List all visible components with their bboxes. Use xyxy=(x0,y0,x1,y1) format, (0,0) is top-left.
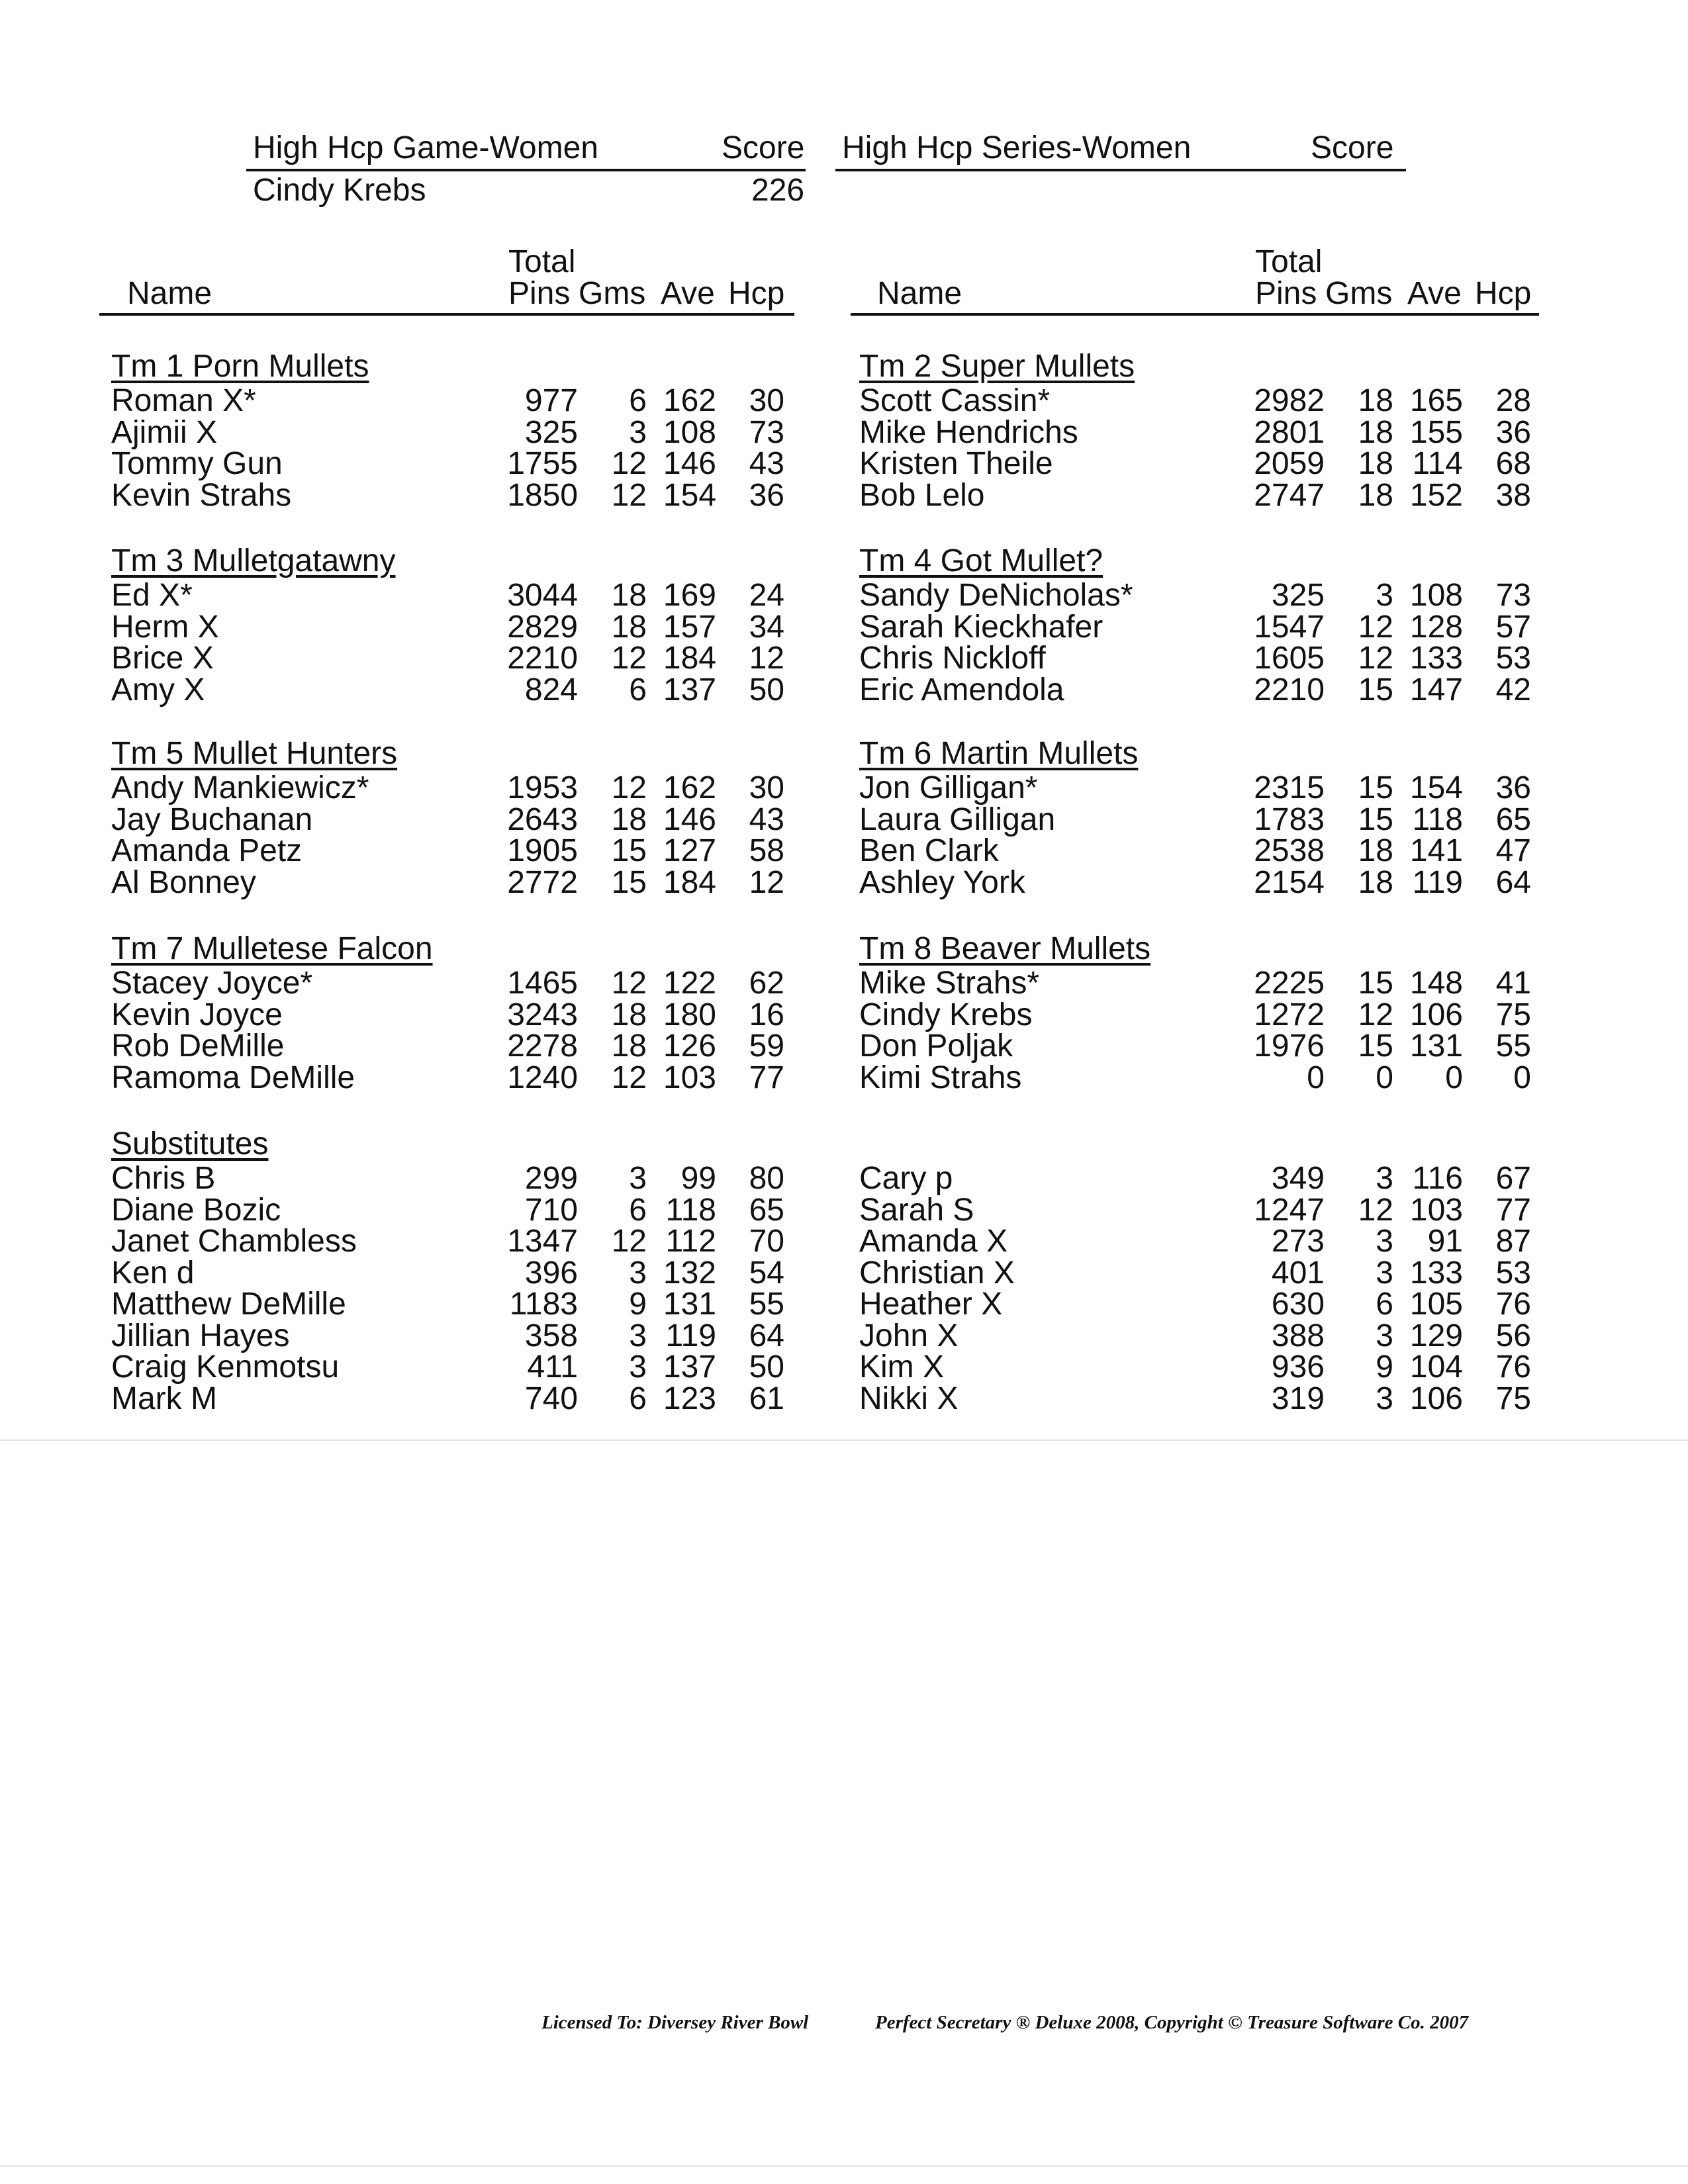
player-row xyxy=(0,643,1688,674)
player-name: Amanda X xyxy=(859,1224,1008,1259)
player-row xyxy=(0,1192,1688,1228)
right-gms-header: Gms xyxy=(1325,276,1393,311)
player-pins: 299 xyxy=(524,1161,578,1196)
player-handicap: 68 xyxy=(1495,446,1531,481)
player-average: 147 xyxy=(1409,672,1463,707)
player-pins: 1183 xyxy=(509,1287,578,1322)
player-pins: 977 xyxy=(524,383,578,418)
player-name: Heather X xyxy=(859,1287,1003,1322)
player-average: 132 xyxy=(663,1255,716,1291)
player-name: Ben Clark xyxy=(859,833,999,868)
player-pins: 2210 xyxy=(507,641,578,676)
player-name: Ken d xyxy=(111,1255,195,1291)
player-row xyxy=(0,999,1688,1031)
player-row xyxy=(0,1062,1688,1094)
player-pins: 325 xyxy=(1271,578,1325,613)
team-title: Tm 7 Mulletese Falcon xyxy=(111,931,433,966)
player-handicap: 57 xyxy=(1495,609,1531,645)
player-games: 12 xyxy=(1358,997,1393,1032)
player-games: 3 xyxy=(1376,1161,1393,1196)
player-games: 15 xyxy=(1358,672,1393,707)
player-average: 155 xyxy=(1409,414,1463,450)
player-handicap: 73 xyxy=(749,414,784,450)
player-handicap: 30 xyxy=(749,770,784,805)
player-handicap: 41 xyxy=(1495,966,1531,1001)
scan-artifact xyxy=(0,1439,1688,1441)
player-handicap: 65 xyxy=(1495,801,1531,837)
player-row xyxy=(0,674,1688,706)
player-average: 106 xyxy=(1409,1381,1463,1416)
player-games: 15 xyxy=(1358,801,1393,837)
player-average: 118 xyxy=(665,1192,716,1228)
right-ave-header: Ave xyxy=(1407,276,1462,311)
player-name: Andy Mankiewicz* xyxy=(111,770,369,805)
player-handicap: 53 xyxy=(1495,641,1531,676)
player-name: Craig Kenmotsu xyxy=(111,1349,340,1385)
player-name: Ajimii X xyxy=(111,414,218,450)
player-name: Christian X xyxy=(859,1255,1015,1291)
player-games: 18 xyxy=(1358,477,1393,513)
player-handicap: 80 xyxy=(749,1161,784,1196)
player-row xyxy=(0,1163,1688,1195)
player-handicap: 16 xyxy=(749,997,784,1032)
player-handicap: 43 xyxy=(749,801,784,837)
player-name: Chris Nickloff xyxy=(859,641,1046,676)
player-average: 131 xyxy=(1409,1028,1463,1064)
player-handicap: 75 xyxy=(1495,1381,1531,1416)
right-name-header: Name xyxy=(877,276,962,311)
player-games: 3 xyxy=(1376,1224,1393,1259)
player-pins: 411 xyxy=(527,1349,578,1385)
player-handicap: 77 xyxy=(749,1060,784,1095)
player-pins: 936 xyxy=(1271,1349,1325,1385)
player-average: 106 xyxy=(1409,997,1463,1032)
player-handicap: 42 xyxy=(1495,672,1531,707)
player-average: 137 xyxy=(663,672,716,707)
player-games: 18 xyxy=(1358,833,1393,868)
player-name: Kristen Theile xyxy=(859,446,1053,481)
player-name: Matthew DeMille xyxy=(111,1287,346,1322)
left-header-rule xyxy=(99,313,794,316)
player-name: Amy X xyxy=(111,672,205,707)
player-handicap: 67 xyxy=(1495,1161,1531,1196)
player-average: 141 xyxy=(1409,833,1463,868)
player-games: 3 xyxy=(629,1161,647,1196)
player-games: 12 xyxy=(611,1060,647,1095)
player-handicap: 55 xyxy=(1495,1028,1531,1064)
player-handicap: 30 xyxy=(749,383,784,418)
player-name: Mike Hendrichs xyxy=(859,414,1078,450)
player-handicap: 12 xyxy=(749,641,784,676)
player-name: Amanda Petz xyxy=(111,833,303,868)
player-name: Tommy Gun xyxy=(111,446,283,481)
player-name: Diane Bozic xyxy=(111,1192,281,1228)
player-pins: 740 xyxy=(524,1381,578,1416)
player-average: 184 xyxy=(663,641,716,676)
player-games: 6 xyxy=(629,383,647,418)
player-name: Bob Lelo xyxy=(859,477,985,513)
player-name: Don Poljak xyxy=(859,1028,1013,1064)
player-name: Cindy Krebs xyxy=(859,997,1033,1032)
player-average: 154 xyxy=(1409,770,1463,805)
player-name: Cary p xyxy=(859,1161,953,1196)
team-title: Tm 5 Mullet Hunters xyxy=(111,736,398,771)
player-handicap: 36 xyxy=(1495,770,1531,805)
player-pins: 3044 xyxy=(507,578,578,613)
high-game-winner: Cindy Krebs xyxy=(253,173,426,208)
player-pins: 401 xyxy=(1271,1255,1325,1291)
player-handicap: 0 xyxy=(1513,1060,1531,1095)
player-games: 18 xyxy=(611,1028,647,1064)
player-name: Sandy DeNicholas* xyxy=(859,578,1133,613)
player-games: 18 xyxy=(1358,414,1393,450)
player-average: 119 xyxy=(1412,864,1463,900)
player-handicap: 76 xyxy=(1495,1287,1531,1322)
player-games: 3 xyxy=(1376,1381,1393,1416)
player-games: 6 xyxy=(1376,1287,1393,1322)
left-pins-header: Pins xyxy=(508,276,571,311)
player-games: 12 xyxy=(1358,609,1393,645)
player-average: 118 xyxy=(1412,801,1463,837)
player-handicap: 73 xyxy=(1495,578,1531,613)
player-row xyxy=(0,968,1688,999)
player-average: 91 xyxy=(1427,1224,1463,1259)
high-game-score: 226 xyxy=(751,173,805,208)
player-name: Jon Gilligan* xyxy=(859,770,1038,805)
player-average: 122 xyxy=(663,966,716,1001)
player-games: 12 xyxy=(611,770,647,805)
player-pins: 1465 xyxy=(507,966,578,1001)
player-handicap: 56 xyxy=(1495,1318,1531,1353)
player-row xyxy=(0,414,1688,450)
player-pins: 2210 xyxy=(1254,672,1325,707)
player-average: 157 xyxy=(663,609,716,645)
player-row xyxy=(0,1383,1688,1415)
player-games: 3 xyxy=(1376,1318,1393,1353)
player-games: 12 xyxy=(611,966,647,1001)
player-row xyxy=(0,580,1688,612)
high-series-title: High Hcp Series-Women xyxy=(842,130,1192,165)
player-pins: 1272 xyxy=(1254,997,1325,1032)
player-pins: 1783 xyxy=(1254,801,1325,837)
player-pins: 2154 xyxy=(1254,864,1325,900)
team-title: Tm 6 Martin Mullets xyxy=(859,736,1139,771)
player-average: 0 xyxy=(1445,1060,1463,1095)
player-pins: 2829 xyxy=(507,609,578,645)
left-ave-header: Ave xyxy=(661,276,715,311)
player-row xyxy=(0,1289,1688,1320)
right-header-rule xyxy=(851,313,1539,316)
player-name: Laura Gilligan xyxy=(859,801,1056,837)
player-handicap: 62 xyxy=(749,966,784,1001)
player-pins: 1953 xyxy=(507,770,578,805)
player-games: 18 xyxy=(611,578,647,613)
player-games: 18 xyxy=(1358,446,1393,481)
player-games: 15 xyxy=(611,864,647,900)
player-pins: 2982 xyxy=(1254,383,1325,418)
player-games: 3 xyxy=(629,414,647,450)
player-handicap: 50 xyxy=(749,672,784,707)
player-handicap: 38 xyxy=(1495,477,1531,513)
player-games: 18 xyxy=(611,609,647,645)
player-row xyxy=(0,835,1688,867)
player-games: 18 xyxy=(1358,864,1393,900)
player-games: 6 xyxy=(629,1381,647,1416)
player-name: Ramoma DeMille xyxy=(111,1060,355,1095)
player-average: 128 xyxy=(1409,609,1463,645)
player-pins: 2538 xyxy=(1254,833,1325,868)
player-pins: 388 xyxy=(1271,1318,1325,1353)
player-pins: 349 xyxy=(1271,1161,1325,1196)
player-name: Sarah Kieckhafer xyxy=(859,609,1103,645)
player-games: 12 xyxy=(611,477,647,513)
player-name: Nikki X xyxy=(859,1381,959,1416)
player-name: Roman X* xyxy=(111,383,256,418)
player-games: 15 xyxy=(1358,1028,1393,1064)
left-hcp-header: Hcp xyxy=(728,276,785,311)
player-name: Kim X xyxy=(859,1349,945,1385)
player-handicap: 28 xyxy=(1495,383,1531,418)
player-games: 9 xyxy=(1376,1349,1393,1385)
player-handicap: 75 xyxy=(1495,997,1531,1032)
player-row xyxy=(0,1320,1688,1352)
player-average: 184 xyxy=(663,864,716,900)
player-pins: 2315 xyxy=(1254,770,1325,805)
player-row xyxy=(0,385,1688,417)
player-games: 12 xyxy=(1358,641,1393,676)
player-name: Sarah S xyxy=(859,1192,974,1228)
player-pins: 319 xyxy=(1271,1381,1325,1416)
player-handicap: 77 xyxy=(1495,1192,1531,1228)
player-handicap: 55 xyxy=(749,1287,784,1322)
high-series-score-label: Score xyxy=(1311,130,1394,165)
player-average: 116 xyxy=(1412,1161,1463,1196)
player-pins: 273 xyxy=(1271,1224,1325,1259)
player-average: 114 xyxy=(1412,446,1463,481)
player-games: 15 xyxy=(611,833,647,868)
team-title: Tm 2 Super Mullets xyxy=(859,349,1135,384)
player-handicap: 70 xyxy=(749,1224,784,1259)
player-games: 6 xyxy=(629,1192,647,1228)
player-pins: 1247 xyxy=(1254,1192,1325,1228)
player-average: 127 xyxy=(663,833,716,868)
player-row xyxy=(0,609,1688,645)
player-pins: 2643 xyxy=(507,801,578,837)
right-total-header: Total xyxy=(1255,244,1323,279)
player-games: 3 xyxy=(629,1349,647,1385)
player-name: Ed X* xyxy=(111,578,193,613)
player-handicap: 64 xyxy=(1495,864,1531,900)
player-pins: 1976 xyxy=(1254,1028,1325,1064)
player-games: 12 xyxy=(611,1224,647,1259)
player-row xyxy=(0,1351,1688,1383)
player-handicap: 47 xyxy=(1495,833,1531,868)
player-handicap: 36 xyxy=(1495,414,1531,450)
player-handicap: 12 xyxy=(749,864,784,900)
player-name: John X xyxy=(859,1318,959,1353)
right-pins-header: Pins xyxy=(1255,276,1317,311)
player-games: 3 xyxy=(1376,578,1393,613)
player-games: 18 xyxy=(611,997,647,1032)
player-name: Kevin Joyce xyxy=(111,997,283,1032)
team-title: Substitutes xyxy=(111,1126,269,1161)
player-average: 126 xyxy=(663,1028,716,1064)
player-name: Jillian Hayes xyxy=(111,1318,290,1353)
player-handicap: 76 xyxy=(1495,1349,1531,1385)
player-name: Jay Buchanan xyxy=(111,801,313,837)
player-average: 146 xyxy=(663,801,716,837)
player-pins: 2747 xyxy=(1254,477,1325,513)
player-handicap: 36 xyxy=(749,477,784,513)
player-average: 103 xyxy=(1409,1192,1463,1228)
player-average: 129 xyxy=(1409,1318,1463,1353)
player-pins: 325 xyxy=(524,414,578,450)
player-average: 162 xyxy=(663,770,716,805)
player-pins: 396 xyxy=(524,1255,578,1291)
player-pins: 1347 xyxy=(507,1224,578,1259)
player-name: Janet Chambless xyxy=(111,1224,357,1259)
player-pins: 710 xyxy=(524,1192,578,1228)
player-average: 105 xyxy=(1409,1287,1463,1322)
player-games: 18 xyxy=(611,801,647,837)
player-pins: 1605 xyxy=(1254,641,1325,676)
player-handicap: 53 xyxy=(1495,1255,1531,1291)
team-title: Tm 4 Got Mullet? xyxy=(859,543,1103,578)
footer-product: Perfect Secretary ® Deluxe 2008, Copyright © Treasure Software Co. 2007 xyxy=(875,2012,1469,2033)
team-title: Tm 8 Beaver Mullets xyxy=(859,931,1151,966)
player-handicap: 24 xyxy=(749,578,784,613)
player-average: 137 xyxy=(663,1349,716,1385)
player-games: 12 xyxy=(611,641,647,676)
player-games: 9 xyxy=(629,1287,647,1322)
player-pins: 630 xyxy=(1271,1287,1325,1322)
player-average: 148 xyxy=(1409,966,1463,1001)
high-game-score-label: Score xyxy=(722,130,805,165)
player-average: 146 xyxy=(663,446,716,481)
high-series-rule xyxy=(835,169,1406,171)
player-handicap: 54 xyxy=(749,1255,784,1291)
player-name: Herm X xyxy=(111,609,219,645)
player-games: 15 xyxy=(1358,770,1393,805)
player-average: 99 xyxy=(680,1161,716,1196)
high-game-title: High Hcp Game-Women xyxy=(253,130,598,165)
player-average: 108 xyxy=(1409,578,1463,613)
player-average: 165 xyxy=(1409,383,1463,418)
player-pins: 1755 xyxy=(507,446,578,481)
team-title: Tm 3 Mulletgatawny xyxy=(111,543,396,578)
high-game-rule xyxy=(246,169,806,171)
player-games: 12 xyxy=(611,446,647,481)
player-pins: 1547 xyxy=(1254,609,1325,645)
footer-license: Licensed To: Diversey River Bowl xyxy=(541,2012,809,2033)
player-name: Al Bonney xyxy=(111,864,256,900)
player-name: Ashley York xyxy=(859,864,1025,900)
player-handicap: 43 xyxy=(749,446,784,481)
player-pins: 358 xyxy=(524,1318,578,1353)
player-handicap: 59 xyxy=(749,1028,784,1064)
team-title: Tm 1 Porn Mullets xyxy=(111,349,369,384)
player-games: 12 xyxy=(1358,1192,1393,1228)
player-pins: 0 xyxy=(1307,1060,1325,1095)
player-row xyxy=(0,1226,1688,1257)
player-average: 104 xyxy=(1409,1349,1463,1385)
player-games: 3 xyxy=(629,1318,647,1353)
right-hcp-header: Hcp xyxy=(1475,276,1532,311)
player-average: 133 xyxy=(1409,1255,1463,1291)
player-row xyxy=(0,448,1688,480)
player-name: Mark M xyxy=(111,1381,217,1416)
player-games: 3 xyxy=(1376,1255,1393,1291)
player-name: Stacey Joyce* xyxy=(111,966,313,1001)
player-average: 169 xyxy=(663,578,716,613)
player-pins: 2772 xyxy=(507,864,578,900)
player-row xyxy=(0,864,1688,900)
player-pins: 2801 xyxy=(1254,414,1325,450)
player-average: 152 xyxy=(1409,477,1463,513)
player-handicap: 58 xyxy=(749,833,784,868)
player-average: 131 xyxy=(663,1287,716,1322)
player-pins: 3243 xyxy=(507,997,578,1032)
player-pins: 1240 xyxy=(507,1060,578,1095)
player-pins: 824 xyxy=(524,672,578,707)
player-name: Rob DeMille xyxy=(111,1028,285,1064)
player-name: Kimi Strahs xyxy=(859,1060,1022,1095)
player-average: 162 xyxy=(663,383,716,418)
player-games: 6 xyxy=(629,672,647,707)
player-row xyxy=(0,1257,1688,1289)
player-handicap: 65 xyxy=(749,1192,784,1228)
player-handicap: 50 xyxy=(749,1349,784,1385)
player-games: 3 xyxy=(629,1255,647,1291)
scan-artifact xyxy=(0,2165,1688,2167)
player-pins: 2225 xyxy=(1254,966,1325,1001)
left-gms-header: Gms xyxy=(579,276,646,311)
player-handicap: 34 xyxy=(749,609,784,645)
player-games: 0 xyxy=(1376,1060,1393,1095)
player-average: 180 xyxy=(663,997,716,1032)
player-row xyxy=(0,1030,1688,1062)
player-name: Chris B xyxy=(111,1161,216,1196)
player-row xyxy=(0,772,1688,804)
player-pins: 2278 xyxy=(507,1028,578,1064)
player-name: Eric Amendola xyxy=(859,672,1064,707)
player-pins: 1850 xyxy=(507,477,578,513)
player-name: Mike Strahs* xyxy=(859,966,1040,1001)
left-total-header: Total xyxy=(508,244,576,279)
player-games: 18 xyxy=(1358,383,1393,418)
left-name-header: Name xyxy=(127,276,212,311)
player-average: 119 xyxy=(665,1318,716,1353)
player-games: 15 xyxy=(1358,966,1393,1001)
player-average: 112 xyxy=(665,1224,716,1259)
player-pins: 2059 xyxy=(1254,446,1325,481)
player-average: 154 xyxy=(663,477,716,513)
player-handicap: 87 xyxy=(1495,1224,1531,1259)
player-handicap: 61 xyxy=(749,1381,784,1416)
player-name: Kevin Strahs xyxy=(111,477,292,513)
player-row xyxy=(0,801,1688,837)
player-name: Scott Cassin* xyxy=(859,383,1051,418)
player-name: Brice X xyxy=(111,641,214,676)
player-pins: 1905 xyxy=(507,833,578,868)
player-row xyxy=(0,477,1688,513)
player-average: 103 xyxy=(663,1060,716,1095)
player-handicap: 64 xyxy=(749,1318,784,1353)
player-average: 133 xyxy=(1409,641,1463,676)
player-average: 108 xyxy=(663,414,716,450)
player-average: 123 xyxy=(663,1381,716,1416)
